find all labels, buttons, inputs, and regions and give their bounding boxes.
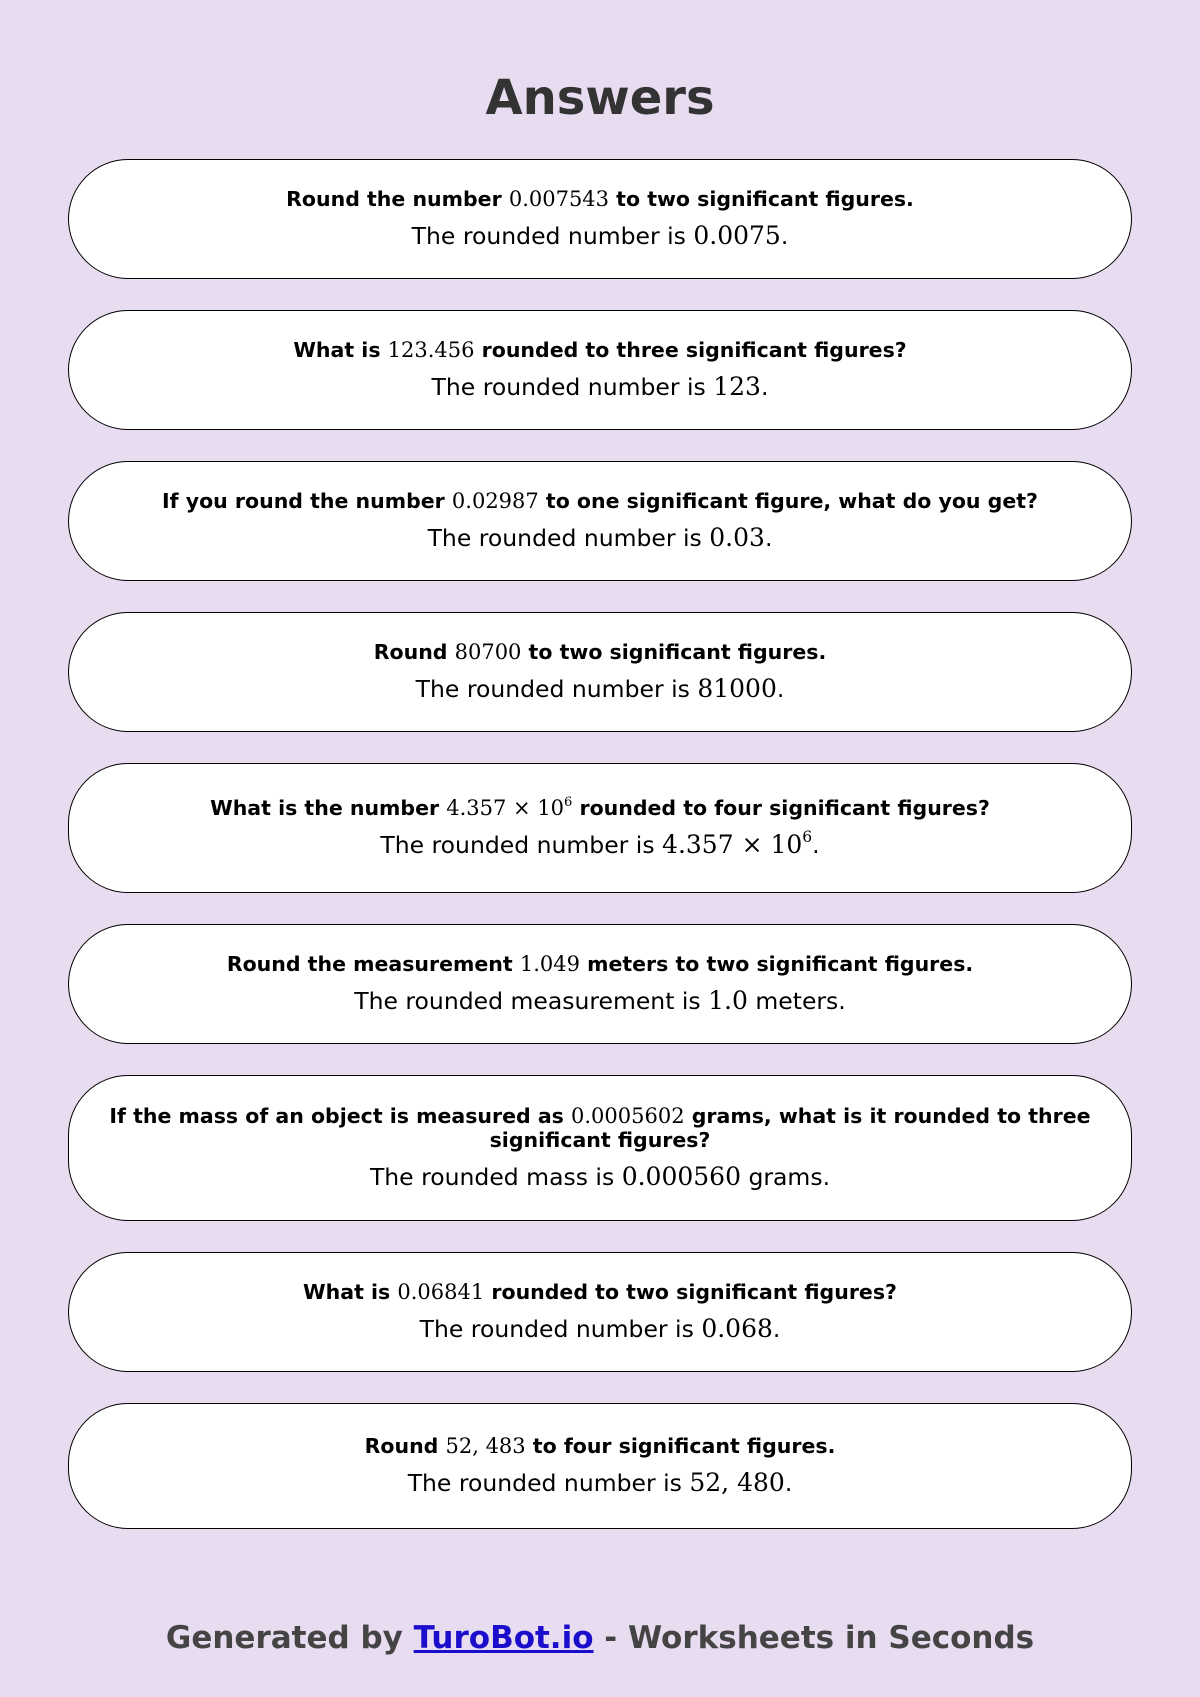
question-value: 80700 <box>454 640 522 664</box>
answer-text: The rounded number is 123. <box>431 372 769 401</box>
answer-text: The rounded number is $4.357 \times 10^6$. <box>380 828 820 859</box>
question-text: What is the number $4.357 \times 10^6$ rounded to four significant figures? <box>210 794 990 820</box>
answer-text: The rounded measurement is 1.0 meters. <box>354 986 846 1015</box>
question-text: Round the measurement 1.049 meters to two significant figures. <box>226 952 974 976</box>
answer-value: 0.03 <box>709 523 765 552</box>
question-text: Round 80700 to two significant figures. <box>373 640 827 664</box>
answer-value: 0.000560 <box>621 1162 741 1191</box>
answer-text: The rounded number is 0.068. <box>419 1314 781 1343</box>
answer-value: 81000 <box>697 674 777 703</box>
turobot-link[interactable]: TuroBot.io <box>413 1620 594 1656</box>
answer-text: The rounded number is 81000. <box>415 674 785 703</box>
exponent: 6 <box>802 828 813 847</box>
question-value: 0.007543 <box>508 187 610 211</box>
answer-card <box>68 612 1132 732</box>
answer-card <box>68 1075 1132 1221</box>
footer: Generated by TuroBot.io - Worksheets in Seconds <box>165 1620 1035 1656</box>
answer-card <box>68 310 1132 430</box>
question-value: 1.049 <box>519 952 580 976</box>
page-title: Answers <box>485 70 715 126</box>
question-text: If the mass of an object is measured as 0.0005602 grams, what is it rounded to three significant figures? <box>109 1104 1091 1152</box>
question-text: What is 123.456 rounded to three significant figures? <box>293 338 907 362</box>
question-text: Round the number 0.007543 to two significant figures. <box>286 187 914 211</box>
question-value: 52, 483 <box>445 1434 526 1458</box>
answer-card <box>68 1403 1132 1529</box>
question-text: Round 52, 483 to four significant figures. <box>364 1434 836 1458</box>
exponent: 6 <box>564 794 573 810</box>
answer-card <box>68 1252 1132 1372</box>
answer-text: The rounded number is 52, 480. <box>407 1468 793 1497</box>
question-value: $4.357 \times 10^6$ <box>446 794 573 820</box>
answer-card <box>68 763 1132 893</box>
question-value: 0.0005602 <box>571 1104 685 1128</box>
answer-list <box>68 159 1132 1560</box>
answer-card <box>68 924 1132 1044</box>
question-text: What is 0.06841 rounded to two significant figures? <box>303 1280 897 1304</box>
answer-text: The rounded number is 0.03. <box>427 523 773 552</box>
answer-card <box>68 159 1132 279</box>
answer-text: The rounded mass is 0.000560 grams. <box>369 1162 831 1191</box>
question-value: 0.06841 <box>397 1280 485 1304</box>
answer-value: 0.0075 <box>693 221 781 250</box>
answer-text: The rounded number is 0.0075. <box>411 221 789 250</box>
answer-card <box>68 461 1132 581</box>
question-value: 0.02987 <box>451 489 539 513</box>
answer-value: 52, 480 <box>689 1468 785 1497</box>
answer-value: 1.0 <box>708 986 748 1015</box>
question-value: 123.456 <box>387 338 475 362</box>
answer-value: 123 <box>713 372 761 401</box>
answer-value: 0.068 <box>701 1314 773 1343</box>
answer-value: $4.357 \times 10^6$ <box>662 828 813 859</box>
question-text: If you round the number 0.02987 to one significant figure, what do you get? <box>162 489 1038 513</box>
